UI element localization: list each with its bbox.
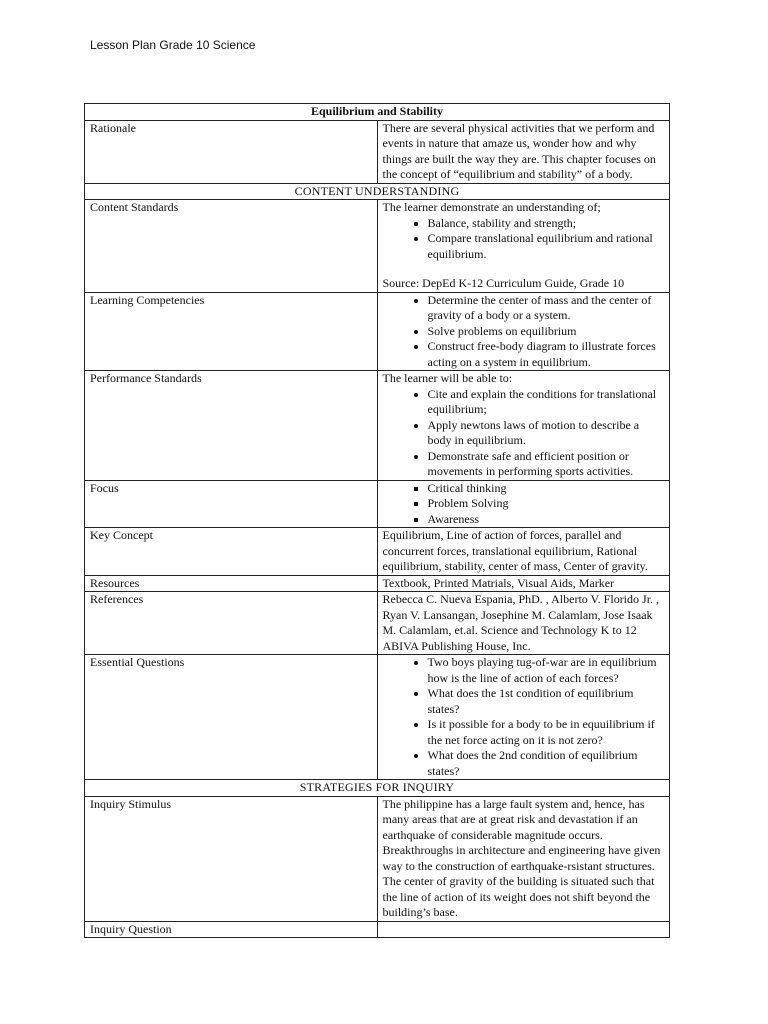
focus-cell: [377, 480, 670, 528]
content-standards-label: Content Standards: [85, 200, 378, 293]
page-header: Lesson Plan Grade 10 Science: [90, 38, 256, 52]
inquiry-stimulus-row: [85, 796, 670, 921]
inquiry-stimulus-text: The philippine has a large fault system and, hence, has many areas that are at great risk and devastation if an earthquake of considerable magnitude occurs. Breakthroughs in architecture and engineering have given way to the construction of earthquake-rsistant structures. The center of gravity of the building is situated such that the line of action of its weight does not shift beyond the building’s base.: [377, 796, 670, 921]
list-item: ▪ Awareness: [428, 512, 665, 528]
spacer: [383, 262, 665, 276]
resources-row: [85, 575, 670, 592]
list-item: • Compare translational equilibrium and rational equilibrium.: [428, 231, 665, 262]
content-standards-source: Source: DepEd K-12 Curriculum Guide, Grade 10: [382, 276, 625, 290]
inquiry-question-row: [85, 921, 670, 938]
list-item: • Balance, stability and strength;: [428, 216, 665, 232]
focus-list: [383, 481, 665, 528]
list-item: ▪ Problem Solving: [428, 496, 665, 512]
rationale-label: Rationale: [85, 120, 378, 183]
focus-row: [85, 480, 670, 528]
learning-competencies-label: Learning Competencies: [85, 292, 378, 371]
references-row: [85, 592, 670, 655]
list-item: • What does the 2nd condition of equilibrium states?: [428, 748, 665, 779]
content-standards-intro: The learner demonstrate an understanding of;: [382, 200, 601, 214]
strategies-section-row: [85, 780, 670, 797]
list-item: • Determine the center of mass and the center of gravity of a body or a system.: [428, 293, 665, 324]
content-standards-list: [383, 216, 665, 263]
list-item: • Cite and explain the conditions for translational equilibrium;: [428, 387, 665, 418]
essential-questions-label: Essential Questions: [85, 655, 378, 780]
content-standards-cell: [377, 200, 670, 293]
list-item: • Demonstrate safe and efficient position or movements in performing sports activities.: [428, 449, 665, 480]
references-text: Rebecca C. Nueva Espania, PhD. , Alberto V. Florido Jr. , Ryan V. Lansangan, Josephine M. Calamlam, Jose Isaak M. Calamlam, et.al. Science and Technology K to 12 ABIVA Publishing House, Inc.: [377, 592, 670, 655]
inquiry-question-text: [377, 921, 670, 938]
performance-standards-label: Performance Standards: [85, 371, 378, 481]
list-item: ▪ Critical thinking: [428, 481, 665, 497]
key-concept-text: Equilibrium, Line of action of forces, parallel and concurrent forces, translational equilibrium, Rational equilibrium, stability, center of mass, Center of gravity.: [377, 528, 670, 576]
rationale-text: There are several physical activities that we perform and events in nature that amaze us, wonder how and why things are built the way they are. This chapter focuses on the concept of “equilibrium and stability” of a body.: [377, 120, 670, 183]
content-section-row: [85, 183, 670, 200]
resources-text: Textbook, Printed Matrials, Visual Aids, Marker: [377, 575, 670, 592]
strategies-for-inquiry-heading: STRATEGIES FOR INQUIRY: [85, 780, 670, 797]
lesson-plan-table: [84, 103, 670, 938]
list-item: • What does the 1st condition of equilibrium states?: [428, 686, 665, 717]
essential-questions-cell: [377, 655, 670, 780]
list-item: • Apply newtons laws of motion to describe a body in equilibrium.: [428, 418, 665, 449]
key-concept-row: [85, 528, 670, 576]
essential-questions-list: [383, 655, 665, 779]
performance-standards-intro: The learner will be able to:: [382, 371, 513, 385]
list-item: • Solve problems on equilibrium: [428, 324, 665, 340]
table-title: Equilibrium and Stability: [85, 104, 670, 121]
focus-label: Focus: [85, 480, 378, 528]
content-understanding-heading: CONTENT UNDERSTANDING: [85, 183, 670, 200]
title-row: [85, 104, 670, 121]
learning-competencies-cell: [377, 292, 670, 371]
list-item: • Two boys playing tug-of-war are in equilibrium how is the line of action of each forces?: [428, 655, 665, 686]
performance-standards-cell: [377, 371, 670, 481]
key-concept-label: Key Concept: [85, 528, 378, 576]
list-item: • Is it possible for a body to be in equuilibrium if the net force acting on it is not zero?: [428, 717, 665, 748]
learning-competencies-row: [85, 292, 670, 371]
learning-competencies-list: [383, 293, 665, 371]
references-label: References: [85, 592, 378, 655]
inquiry-stimulus-label: Inquiry Stimulus: [85, 796, 378, 921]
rationale-row: [85, 120, 670, 183]
essential-questions-row: [85, 655, 670, 780]
performance-standards-list: [383, 387, 665, 480]
content-standards-row: [85, 200, 670, 293]
list-item: • Construct free-body diagram to illustrate forces acting on a system in equilibrium.: [428, 339, 665, 370]
inquiry-question-label: Inquiry Question: [85, 921, 378, 938]
performance-standards-row: [85, 371, 670, 481]
resources-label: Resources: [85, 575, 378, 592]
